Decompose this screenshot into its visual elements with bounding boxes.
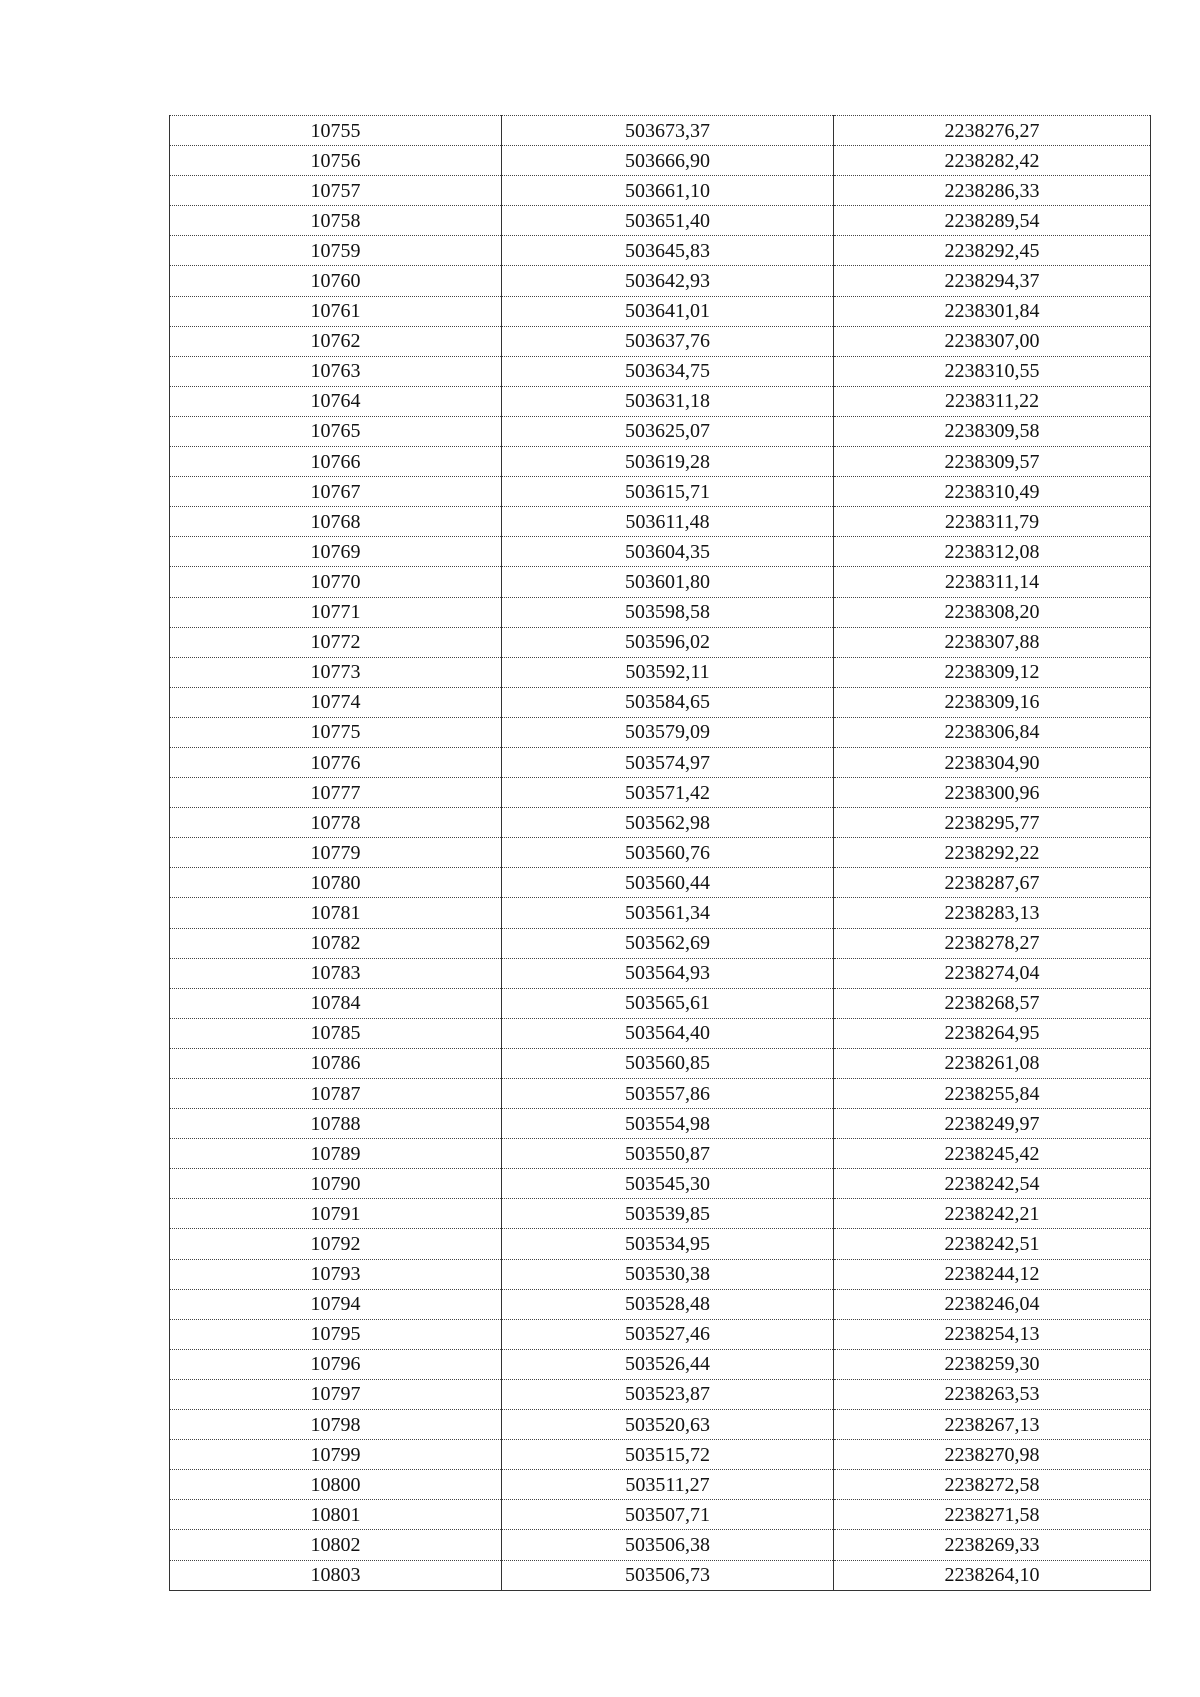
point-number-cell: 10772 [170,627,502,657]
y-coordinate-cell: 2238310,49 [834,477,1151,507]
y-coordinate-cell: 2238276,27 [834,116,1151,146]
table-row [170,717,1151,747]
point-number-cell: 10783 [170,958,502,988]
point-number-cell: 10776 [170,747,502,777]
y-coordinate-cell: 2238300,96 [834,778,1151,808]
y-coordinate-cell: 2238310,55 [834,356,1151,386]
x-coordinate-cell: 503526,44 [502,1349,834,1379]
x-coordinate-cell: 503527,46 [502,1319,834,1349]
x-coordinate-cell: 503560,85 [502,1048,834,1078]
point-number-cell: 10796 [170,1349,502,1379]
table-row [170,928,1151,958]
y-coordinate-cell: 2238261,08 [834,1048,1151,1078]
point-number-cell: 10792 [170,1229,502,1259]
x-coordinate-cell: 503625,07 [502,416,834,446]
table-row [170,206,1151,236]
x-coordinate-cell: 503596,02 [502,627,834,657]
y-coordinate-cell: 2238242,21 [834,1199,1151,1229]
x-coordinate-cell: 503506,38 [502,1530,834,1560]
table-row [170,627,1151,657]
y-coordinate-cell: 2238312,08 [834,537,1151,567]
x-coordinate-cell: 503619,28 [502,447,834,477]
x-coordinate-cell: 503507,71 [502,1500,834,1530]
x-coordinate-cell: 503611,48 [502,507,834,537]
y-coordinate-cell: 2238311,22 [834,386,1151,416]
x-coordinate-cell: 503565,61 [502,988,834,1018]
x-coordinate-cell: 503506,73 [502,1560,834,1590]
y-coordinate-cell: 2238263,53 [834,1379,1151,1409]
point-number-cell: 10780 [170,868,502,898]
table-row [170,1018,1151,1048]
point-number-cell: 10784 [170,988,502,1018]
y-coordinate-cell: 2238242,51 [834,1229,1151,1259]
y-coordinate-cell: 2238292,45 [834,236,1151,266]
point-number-cell: 10777 [170,778,502,808]
point-number-cell: 10775 [170,717,502,747]
x-coordinate-cell: 503539,85 [502,1199,834,1229]
x-coordinate-cell: 503673,37 [502,116,834,146]
point-number-cell: 10802 [170,1530,502,1560]
point-number-cell: 10791 [170,1199,502,1229]
x-coordinate-cell: 503523,87 [502,1379,834,1409]
point-number-cell: 10764 [170,386,502,416]
table-row [170,386,1151,416]
y-coordinate-cell: 2238249,97 [834,1109,1151,1139]
coordinates-table-body [170,116,1151,1591]
point-number-cell: 10781 [170,898,502,928]
table-row [170,326,1151,356]
point-number-cell: 10798 [170,1410,502,1440]
y-coordinate-cell: 2238287,67 [834,868,1151,898]
y-coordinate-cell: 2238306,84 [834,717,1151,747]
table-row [170,687,1151,717]
point-number-cell: 10786 [170,1048,502,1078]
table-row [170,266,1151,296]
point-number-cell: 10789 [170,1139,502,1169]
point-number-cell: 10766 [170,447,502,477]
y-coordinate-cell: 2238309,58 [834,416,1151,446]
point-number-cell: 10790 [170,1169,502,1199]
point-number-cell: 10761 [170,296,502,326]
x-coordinate-cell: 503615,71 [502,477,834,507]
table-row [170,1470,1151,1500]
y-coordinate-cell: 2238254,13 [834,1319,1151,1349]
x-coordinate-cell: 503554,98 [502,1109,834,1139]
point-number-cell: 10759 [170,236,502,266]
y-coordinate-cell: 2238294,37 [834,266,1151,296]
y-coordinate-cell: 2238270,98 [834,1440,1151,1470]
x-coordinate-cell: 503574,97 [502,747,834,777]
table-row [170,1079,1151,1109]
x-coordinate-cell: 503584,65 [502,687,834,717]
y-coordinate-cell: 2238267,13 [834,1410,1151,1440]
x-coordinate-cell: 503645,83 [502,236,834,266]
y-coordinate-cell: 2238264,10 [834,1560,1151,1590]
y-coordinate-cell: 2238295,77 [834,808,1151,838]
point-number-cell: 10762 [170,326,502,356]
x-coordinate-cell: 503598,58 [502,597,834,627]
table-row [170,567,1151,597]
point-number-cell: 10773 [170,657,502,687]
x-coordinate-cell: 503564,93 [502,958,834,988]
table-row [170,657,1151,687]
point-number-cell: 10774 [170,687,502,717]
x-coordinate-cell: 503642,93 [502,266,834,296]
table-row [170,296,1151,326]
table-row [170,1048,1151,1078]
x-coordinate-cell: 503631,18 [502,386,834,416]
table-row [170,1169,1151,1199]
y-coordinate-cell: 2238255,84 [834,1079,1151,1109]
table-row [170,507,1151,537]
table-row [170,1229,1151,1259]
x-coordinate-cell: 503562,98 [502,808,834,838]
y-coordinate-cell: 2238244,12 [834,1259,1151,1289]
y-coordinate-cell: 2238308,20 [834,597,1151,627]
y-coordinate-cell: 2238283,13 [834,898,1151,928]
x-coordinate-cell: 503557,86 [502,1079,834,1109]
y-coordinate-cell: 2238304,90 [834,747,1151,777]
y-coordinate-cell: 2238311,14 [834,567,1151,597]
y-coordinate-cell: 2238268,57 [834,988,1151,1018]
y-coordinate-cell: 2238274,04 [834,958,1151,988]
x-coordinate-cell: 503511,27 [502,1470,834,1500]
point-number-cell: 10785 [170,1018,502,1048]
point-number-cell: 10801 [170,1500,502,1530]
point-number-cell: 10800 [170,1470,502,1500]
table-row [170,236,1151,266]
x-coordinate-cell: 503579,09 [502,717,834,747]
y-coordinate-cell: 2238307,00 [834,326,1151,356]
table-row [170,1109,1151,1139]
x-coordinate-cell: 503550,87 [502,1139,834,1169]
point-number-cell: 10787 [170,1079,502,1109]
table-row [170,537,1151,567]
point-number-cell: 10760 [170,266,502,296]
point-number-cell: 10782 [170,928,502,958]
y-coordinate-cell: 2238311,79 [834,507,1151,537]
y-coordinate-cell: 2238289,54 [834,206,1151,236]
table-row [170,1379,1151,1409]
x-coordinate-cell: 503515,72 [502,1440,834,1470]
y-coordinate-cell: 2238292,22 [834,838,1151,868]
x-coordinate-cell: 503530,38 [502,1259,834,1289]
y-coordinate-cell: 2238286,33 [834,176,1151,206]
table-row [170,838,1151,868]
table-row [170,116,1151,146]
table-row [170,1349,1151,1379]
x-coordinate-cell: 503604,35 [502,537,834,567]
table-row [170,958,1151,988]
x-coordinate-cell: 503571,42 [502,778,834,808]
y-coordinate-cell: 2238272,58 [834,1470,1151,1500]
table-row [170,447,1151,477]
point-number-cell: 10799 [170,1440,502,1470]
y-coordinate-cell: 2238309,57 [834,447,1151,477]
table-row [170,1289,1151,1319]
x-coordinate-cell: 503561,34 [502,898,834,928]
y-coordinate-cell: 2238259,30 [834,1349,1151,1379]
table-row [170,146,1151,176]
point-number-cell: 10793 [170,1259,502,1289]
y-coordinate-cell: 2238301,84 [834,296,1151,326]
table-row [170,176,1151,206]
table-row [170,1530,1151,1560]
table-row [170,1259,1151,1289]
x-coordinate-cell: 503560,44 [502,868,834,898]
point-number-cell: 10763 [170,356,502,386]
point-number-cell: 10794 [170,1289,502,1319]
x-coordinate-cell: 503592,11 [502,657,834,687]
table-row [170,1410,1151,1440]
y-coordinate-cell: 2238307,88 [834,627,1151,657]
point-number-cell: 10756 [170,146,502,176]
table-row [170,597,1151,627]
point-number-cell: 10795 [170,1319,502,1349]
y-coordinate-cell: 2238246,04 [834,1289,1151,1319]
point-number-cell: 10757 [170,176,502,206]
point-number-cell: 10770 [170,567,502,597]
x-coordinate-cell: 503528,48 [502,1289,834,1319]
coordinates-table [169,115,1151,1591]
y-coordinate-cell: 2238245,42 [834,1139,1151,1169]
y-coordinate-cell: 2238309,12 [834,657,1151,687]
table-row [170,898,1151,928]
table-row [170,808,1151,838]
table-row [170,988,1151,1018]
point-number-cell: 10779 [170,838,502,868]
point-number-cell: 10765 [170,416,502,446]
x-coordinate-cell: 503641,01 [502,296,834,326]
x-coordinate-cell: 503651,40 [502,206,834,236]
x-coordinate-cell: 503666,90 [502,146,834,176]
table-row [170,1319,1151,1349]
x-coordinate-cell: 503601,80 [502,567,834,597]
table-row [170,868,1151,898]
table-row [170,747,1151,777]
table-row [170,477,1151,507]
table-row [170,1500,1151,1530]
y-coordinate-cell: 2238271,58 [834,1500,1151,1530]
x-coordinate-cell: 503560,76 [502,838,834,868]
point-number-cell: 10769 [170,537,502,567]
point-number-cell: 10788 [170,1109,502,1139]
y-coordinate-cell: 2238269,33 [834,1530,1151,1560]
x-coordinate-cell: 503637,76 [502,326,834,356]
x-coordinate-cell: 503562,69 [502,928,834,958]
y-coordinate-cell: 2238309,16 [834,687,1151,717]
table-row [170,356,1151,386]
table-row [170,1139,1151,1169]
table-row [170,1199,1151,1229]
point-number-cell: 10768 [170,507,502,537]
y-coordinate-cell: 2238242,54 [834,1169,1151,1199]
point-number-cell: 10778 [170,808,502,838]
x-coordinate-cell: 503534,95 [502,1229,834,1259]
x-coordinate-cell: 503520,63 [502,1410,834,1440]
point-number-cell: 10797 [170,1379,502,1409]
y-coordinate-cell: 2238282,42 [834,146,1151,176]
y-coordinate-cell: 2238278,27 [834,928,1151,958]
x-coordinate-cell: 503545,30 [502,1169,834,1199]
point-number-cell: 10771 [170,597,502,627]
point-number-cell: 10755 [170,116,502,146]
point-number-cell: 10803 [170,1560,502,1590]
x-coordinate-cell: 503634,75 [502,356,834,386]
table-row [170,1440,1151,1470]
table-row [170,1560,1151,1590]
x-coordinate-cell: 503661,10 [502,176,834,206]
point-number-cell: 10767 [170,477,502,507]
table-row [170,778,1151,808]
y-coordinate-cell: 2238264,95 [834,1018,1151,1048]
table-row [170,416,1151,446]
x-coordinate-cell: 503564,40 [502,1018,834,1048]
point-number-cell: 10758 [170,206,502,236]
